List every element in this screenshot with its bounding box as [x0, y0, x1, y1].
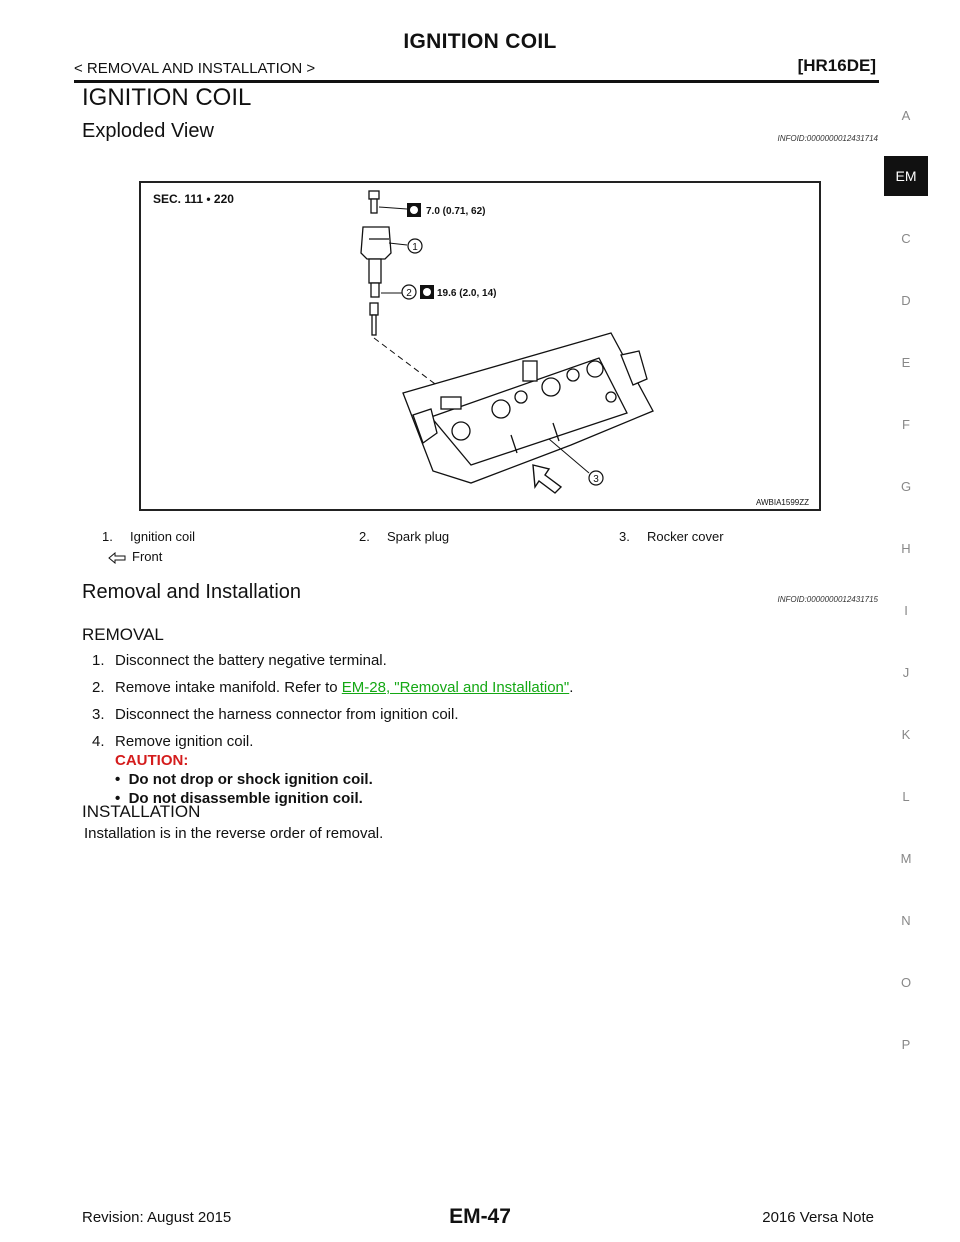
- page-title: IGNITION COIL: [82, 84, 252, 111]
- removal-installation-infoid: INFOID:0000000012431715: [777, 595, 878, 604]
- index-tab-f[interactable]: F: [902, 417, 910, 432]
- figure-code: AWBIA1599ZZ: [755, 498, 809, 507]
- callout-2: 2: [406, 288, 412, 299]
- step-number: 3.: [92, 706, 105, 723]
- list-item: [92, 651, 573, 670]
- revision-label: Revision: August 2015: [82, 1209, 232, 1226]
- index-tab-g[interactable]: G: [900, 479, 912, 494]
- header-divider: [74, 80, 879, 83]
- caution-item: • Do not disassemble ignition coil.: [115, 790, 363, 807]
- front-legend: [108, 549, 162, 564]
- legend-item: [102, 529, 195, 544]
- torque-wrench-icon: [407, 203, 421, 217]
- list-item: [92, 705, 573, 724]
- caution-label: CAUTION:: [115, 752, 189, 769]
- index-tab-p[interactable]: P: [901, 1037, 911, 1052]
- leader-line: [389, 243, 407, 245]
- legend-number: 2.: [359, 529, 370, 544]
- legend-item: [359, 529, 449, 544]
- index-tab-d[interactable]: D: [901, 293, 911, 308]
- index-tab-e[interactable]: E: [901, 355, 911, 370]
- index-tab-m[interactable]: M: [900, 851, 912, 866]
- engine-code-label: [HR16DE]: [797, 56, 876, 75]
- legend-number: 1.: [102, 529, 113, 544]
- sec-label: SEC. 111 • 220: [153, 192, 234, 206]
- exploded-view-heading: Exploded View: [82, 120, 214, 142]
- legend-label: Rocker cover: [647, 529, 724, 544]
- caution-text: Do not disassemble ignition coil.: [128, 790, 363, 807]
- exploded-view-drawing: [141, 183, 823, 513]
- breadcrumb: < REMOVAL AND INSTALLATION >: [74, 60, 316, 77]
- callout-1: 1: [412, 242, 418, 253]
- removal-steps: [92, 651, 573, 816]
- page-number: EM-47: [449, 1205, 511, 1228]
- step-number: 1.: [92, 652, 105, 669]
- index-tab-h[interactable]: H: [901, 541, 911, 556]
- index-tab-k[interactable]: K: [901, 727, 911, 742]
- legend-label: Ignition coil: [130, 529, 196, 544]
- torque-value-1: 7.0 (0.71, 62): [426, 206, 486, 217]
- front-arrow-icon: [108, 552, 126, 564]
- index-tab-a[interactable]: A: [901, 108, 911, 123]
- legend-item: [619, 529, 724, 544]
- step-number: 2.: [92, 679, 105, 696]
- list-item: [92, 732, 573, 808]
- index-tab-em-active[interactable]: EM: [884, 156, 928, 196]
- index-tab-l[interactable]: L: [902, 789, 910, 804]
- installation-text: Installation is in the reverse order of removal.: [84, 825, 384, 842]
- rocker-cover-part: [403, 333, 653, 483]
- exploded-view-infoid: INFOID:0000000012431714: [777, 134, 878, 143]
- index-tab-c[interactable]: C: [901, 231, 911, 246]
- front-arrow-icon: [533, 465, 561, 493]
- removal-installation-heading: Removal and Installation: [82, 581, 302, 603]
- step-number: 4.: [92, 733, 105, 750]
- reference-link[interactable]: EM-28, "Removal and Installation": [341, 679, 570, 696]
- installation-heading: INSTALLATION: [82, 802, 201, 821]
- index-tab-n[interactable]: N: [901, 913, 911, 928]
- index-tab-o[interactable]: O: [900, 975, 912, 990]
- bolt-part: [369, 191, 379, 213]
- legend-label: Spark plug: [387, 529, 450, 544]
- legend-number: 3.: [619, 529, 630, 544]
- step-text: Disconnect the battery negative terminal.: [115, 652, 387, 669]
- removal-heading: REMOVAL: [82, 625, 164, 644]
- caution-text: Do not drop or shock ignition coil.: [128, 771, 373, 788]
- step-text: Remove ignition coil.: [115, 733, 254, 750]
- index-tab-j[interactable]: J: [902, 665, 910, 680]
- spark-plug-part: [370, 303, 378, 335]
- leader-line: [379, 207, 407, 209]
- model-label: 2016 Versa Note: [762, 1209, 874, 1226]
- index-tab-i[interactable]: I: [904, 603, 908, 618]
- exploded-view-figure: [139, 181, 821, 511]
- front-label: Front: [132, 549, 163, 564]
- step-suffix: .: [569, 679, 574, 696]
- running-header-title: IGNITION COIL: [403, 30, 557, 53]
- caution-item: • Do not drop or shock ignition coil.: [115, 771, 373, 788]
- step-text: Disconnect the harness connector from ignition coil.: [115, 706, 459, 723]
- step-text: Remove intake manifold. Refer to: [115, 679, 342, 696]
- ignition-coil-part: [361, 227, 391, 297]
- callout-3: 3: [593, 474, 599, 485]
- torque-wrench-icon: [420, 285, 434, 299]
- torque-value-2: 19.6 (2.0, 14): [437, 288, 497, 299]
- list-item: [92, 678, 573, 697]
